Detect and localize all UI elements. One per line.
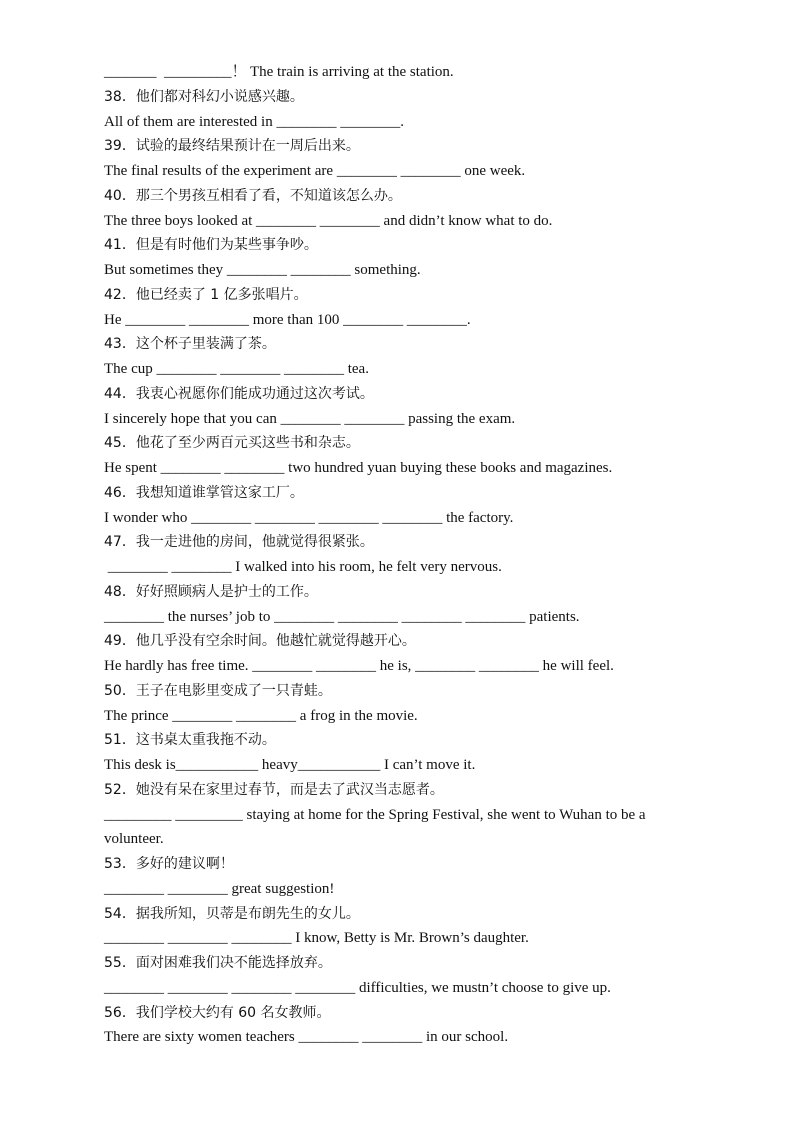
item-40-prompt: 40．那三个男孩互相看了看，不知道该怎么办。	[104, 187, 402, 204]
item-47-prompt: 47．我一走进他的房间，他就觉得很紧张。	[104, 534, 374, 551]
item-44-answer-line: I sincerely hope that you can ________ ________ passing the exam.	[104, 410, 516, 427]
item-56-answer-line: There are sixty women teachers ________ ________ in our school.	[104, 1029, 509, 1046]
item-50-prompt: 50．王子在电影里变成了一只青蛙。	[104, 682, 332, 699]
item-54-answer-line: ________ ________ ________ I know, Betty is Mr. Brown’s daughter.	[104, 930, 529, 947]
item-43-answer-line: The cup ________ ________ ________ tea.	[104, 361, 369, 377]
item-46-answer-line: I wonder who ________ ________ ________ ________ the factory.	[104, 509, 514, 526]
item-39-prompt: 39．试验的最终结果预计在一周后出来。	[104, 138, 360, 155]
item-52-prompt: 52．她没有呆在家里过春节，而是去了武汉当志愿者。	[104, 781, 444, 798]
item-38-prompt: 38．他们都对科幻小说感兴趣。	[104, 88, 304, 105]
item-55-prompt: 55．面对困难我们决不能选择放弃。	[104, 955, 332, 971]
item-55-answer-line: ________ ________ ________ ________ difficulties, we mustn’t choose to give up.	[104, 979, 611, 996]
item-37-answer-line: _______ _________！ The train is arriving at the station.	[104, 64, 454, 80]
item-53-answer-line: ________ ________ great suggestion!	[104, 880, 335, 897]
item-41-prompt: 41．但是有时他们为某些事争吵。	[104, 237, 318, 254]
item-45-answer-line: He spent ________ ________ two hundred yuan buying these books and magazines.	[104, 460, 613, 476]
item-50-answer-line: The prince ________ ________ a frog in the movie.	[104, 707, 418, 724]
item-39-answer-line: The final results of the experiment are ________ ________ one week.	[104, 163, 526, 179]
item-51-prompt: 51．这书桌太重我拖不动。	[104, 732, 276, 749]
item-41-answer-line: But sometimes they ________ ________ something.	[104, 262, 421, 278]
item-49-answer-line: He hardly has free time. ________ ________ he is, ________ ________ he will feel.	[104, 658, 614, 674]
item-52-answer-line: _________ _________ staying at home for the Spring Festival, she went to Wuhan to be a	[104, 806, 646, 823]
item-44-prompt: 44．我衷心祝愿你们能成功通过这次考试。	[104, 385, 374, 402]
item-54-prompt: 54．据我所知，贝蒂是布朗先生的女儿。	[104, 905, 360, 922]
item-42-answer-line: He ________ ________ more than 100 ________ ________.	[104, 311, 471, 328]
item-40-answer-line: The three boys looked at ________ ________ and didn’t know what to do.	[104, 212, 553, 229]
item-53-prompt: 53．多好的建议啊！	[104, 856, 234, 872]
item-38-answer-line: All of them are interested in ________ ________.	[104, 113, 404, 130]
item-48-prompt: 48．好好照顾病人是护士的工作。	[104, 583, 318, 600]
item-46-prompt: 46．我想知道谁掌管这家工厂。	[104, 484, 304, 501]
item-47-answer-line: ________ ________ I walked into his room, he felt very nervous.	[104, 559, 502, 575]
item-48-answer-line: ________ the nurses’ job to ________ ________ ________ ________ patients.	[104, 608, 580, 625]
item-56-prompt: 56．我们学校大约有 60 名女教师。	[104, 1004, 331, 1021]
item-45-prompt: 45．他花了至少两百元买这些书和杂志。	[104, 435, 360, 452]
item-43-prompt: 43．这个杯子里装满了茶。	[104, 336, 276, 353]
item-52-answer-line-continued: volunteer.	[104, 831, 164, 848]
item-51-answer-line: This desk is___________ heavy___________ I can’t move it.	[104, 757, 476, 773]
item-49-prompt: 49．他几乎没有空余时间。他越忙就觉得越开心。	[104, 633, 416, 650]
exercise-list	[104, 60, 704, 1050]
item-42-prompt: 42．他已经卖了 1 亿多张唱片。	[104, 286, 308, 303]
